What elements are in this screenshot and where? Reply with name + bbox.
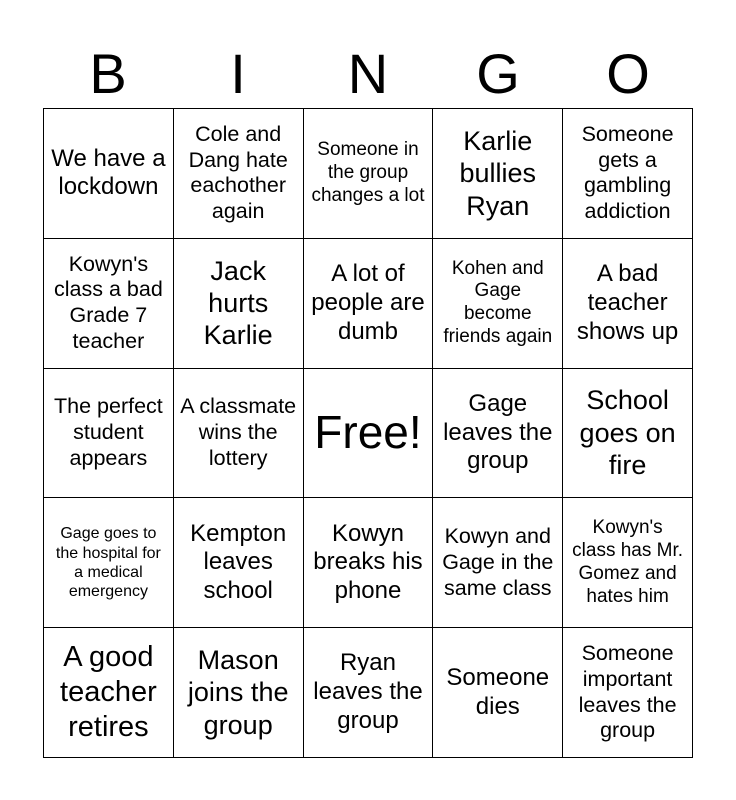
bingo-cell[interactable]: We have a lockdown <box>44 109 174 239</box>
bingo-cell[interactable]: Kowyn's class has Mr. Gomez and hates him <box>563 498 693 628</box>
header-letter-o: O <box>606 42 650 105</box>
bingo-cell[interactable]: Kohen and Gage become friends again <box>433 239 563 369</box>
bingo-cell[interactable]: Kowyn's class a bad Grade 7 teacher <box>44 239 174 369</box>
bingo-board <box>43 108 693 758</box>
bingo-cell[interactable]: A bad teacher shows up <box>563 239 693 369</box>
header-letter-n: N <box>347 42 389 105</box>
bingo-cell[interactable]: A lot of people are dumb <box>304 239 434 369</box>
bingo-cell[interactable]: Mason joins the group <box>174 628 304 758</box>
bingo-header <box>43 40 693 108</box>
bingo-cell[interactable]: School goes on fire <box>563 369 693 499</box>
bingo-cell[interactable]: Karlie bullies Ryan <box>433 109 563 239</box>
bingo-cell[interactable]: A classmate wins the lottery <box>174 369 304 499</box>
bingo-cell[interactable]: Gage leaves the group <box>433 369 563 499</box>
bingo-cell[interactable]: Jack hurts Karlie <box>174 239 304 369</box>
header-letter-i: I <box>230 42 246 105</box>
bingo-cell[interactable]: Someone important leaves the group <box>563 628 693 758</box>
bingo-cell[interactable]: Someone gets a gambling addiction <box>563 109 693 239</box>
bingo-cell[interactable]: A good teacher retires <box>44 628 174 758</box>
bingo-cell[interactable]: Cole and Dang hate eachother again <box>174 109 304 239</box>
header-letter-b: B <box>89 42 127 105</box>
bingo-cell[interactable]: Kempton leaves school <box>174 498 304 628</box>
bingo-cell[interactable]: Kowyn breaks his phone <box>304 498 434 628</box>
bingo-cell[interactable]: Someone in the group changes a lot <box>304 109 434 239</box>
free-space-cell[interactable]: Free! <box>304 369 434 499</box>
bingo-cell[interactable]: Ryan leaves the group <box>304 628 434 758</box>
header-letter-g: G <box>476 42 520 105</box>
bingo-cell[interactable]: The perfect student appears <box>44 369 174 499</box>
bingo-cell[interactable]: Gage goes to the hospital for a medical emergency <box>44 498 174 628</box>
bingo-cell[interactable]: Someone dies <box>433 628 563 758</box>
bingo-cell[interactable]: Kowyn and Gage in the same class <box>433 498 563 628</box>
